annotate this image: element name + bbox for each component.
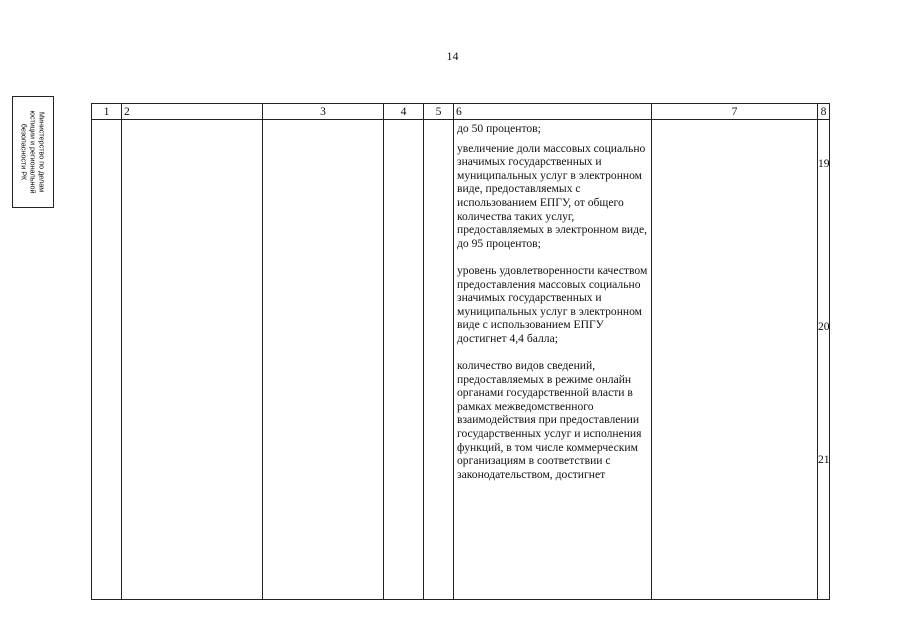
header-cell-4: 4 — [384, 104, 424, 120]
header-cell-5: 5 — [424, 104, 454, 120]
document-table — [91, 103, 830, 600]
header-cell-3: 3 — [263, 104, 384, 120]
row-number: 21 — [818, 453, 830, 466]
cell-col-4 — [384, 120, 424, 600]
indicator-text: увеличение доли массовых социально значимых государственных и муниципальных услуг в электронном виде, предоставляемых с использованием ЕПГУ, от общего количества таких услуг, предоставляемых в электронном виде, до 95 процентов; — [457, 141, 648, 250]
header-cell-8: 8 — [818, 104, 830, 120]
indicator-text: уровень удовлетворенности качеством предоставления массовых социально значимых государственных и муниципальных услуг в электронном виде с использованием ЕПГУ достигнет 4,4 балла; — [457, 263, 648, 345]
registration-stamp — [12, 96, 54, 208]
indicator-text: количество видов сведений, предоставляемых в режиме онлайн органами государственной власти в рамках межведомственного взаимодействия при предоставлении государственных услуг и исполнения функций, в том числе коммерческим организациям в соответствии с законодательством, достигнет — [457, 359, 642, 481]
cell-col-1 — [92, 120, 122, 600]
cell-col-7 — [652, 120, 818, 600]
cell-col-3 — [263, 120, 384, 600]
indicator-text: до 50 процентов; — [457, 122, 541, 135]
row-number: 19 — [818, 157, 830, 170]
cell-col-2 — [122, 120, 263, 600]
cell-col-6 — [454, 120, 652, 600]
stamp-line: безопасности РК — [19, 123, 29, 181]
cell-col-8 — [818, 120, 830, 600]
table-header-row — [92, 104, 830, 120]
row-number: 20 — [818, 320, 830, 333]
header-cell-6: 6 — [454, 104, 652, 120]
stamp-line: Министерство по делам — [37, 111, 47, 193]
header-cell-1: 1 — [92, 104, 122, 120]
header-cell-2: 2 — [122, 104, 263, 120]
stamp-line: юстиции и региональной — [28, 110, 38, 194]
cell-col-5 — [424, 120, 454, 600]
table-row — [92, 120, 830, 600]
page-number: 14 — [446, 49, 459, 63]
header-cell-7: 7 — [652, 104, 818, 120]
